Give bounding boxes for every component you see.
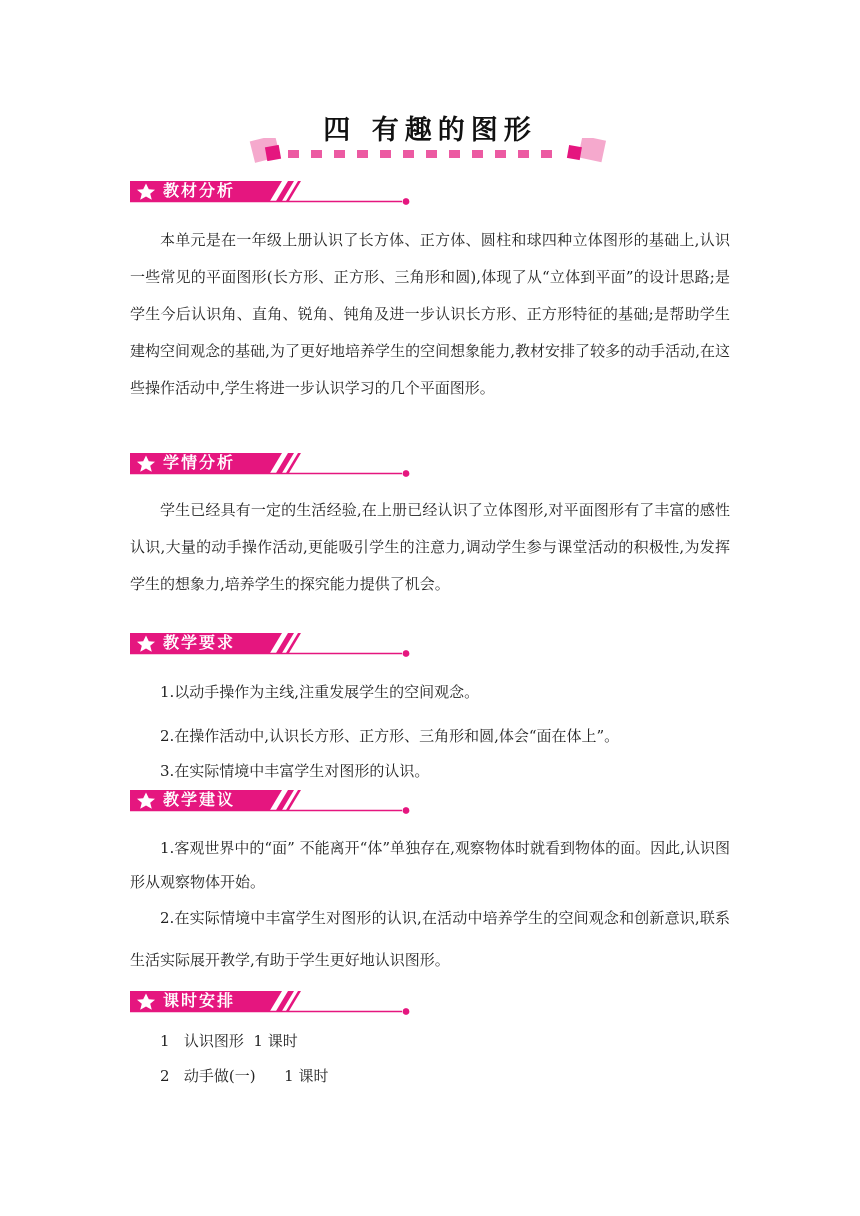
requirement-item: 3.在实际情境中丰富学生对图形的认识。 <box>160 762 430 780</box>
section-heading-suggestions <box>130 790 412 818</box>
section-heading-text: 学情分析 <box>163 453 236 472</box>
suggestion-item-2: 2.在实际情境中丰富学生对图形的认识,在活动中培养学生的空间观念和创新意识,联系生活实际展开教学,有助于学生更好地认识图形。 <box>130 909 730 969</box>
section-heading-text: 课时安排 <box>163 991 236 1010</box>
learner-paragraph: 学生已经具有一定的生活经验,在上册已经认识了立体图形,对平面图形有了丰富的感性认识,大量的动手操作活动,更能吸引学生的注意力,调动学生参与课堂活动的积极性,为发挥学生的想象力,培养学生的探究能力提供了机会。 <box>130 501 730 593</box>
section-heading-text: 教学要求 <box>163 633 236 652</box>
analysis-paragraph: 本单元是在一年级上册认识了长方体、正方体、圆柱和球四种立体图形的基础上,认识一些常见的平面图形(长方形、正方形、三角形和圆),体现了从“立体到平面”的设计思路;是学生今后认识角、直角、锐角、钝角及进一步认识长方形、正方形特征的基础;是帮助学生建构空间观念的基础,为了更好地培养学生的空间想象能力,教材安排了较多的动手活动,在这些操作活动中,学生将进一步认识学习的几个平面图形。 <box>130 231 730 397</box>
title-decoration <box>240 138 620 168</box>
schedule-item: 1 认识图形 1 课时 <box>160 1032 298 1050</box>
requirement-item: 1.以动手操作为主线,注重发展学生的空间观念。 <box>160 683 480 701</box>
page-title: 四 有趣的图形 <box>323 115 537 146</box>
section-heading-text: 教学建议 <box>163 790 236 809</box>
section-heading-text: 教材分析 <box>163 181 236 200</box>
section-heading-schedule <box>130 991 412 1019</box>
section-heading-requirements <box>130 633 412 661</box>
schedule-item: 2 动手做(一) 1 课时 <box>160 1067 329 1085</box>
page-title-block <box>240 104 620 168</box>
requirement-item: 2.在操作活动中,认识长方形、正方形、三角形和圆,体会“面在体上”。 <box>160 727 620 745</box>
suggestion-item-1: 1.客观世界中的“面” 不能离开“体”单独存在,观察物体时就看到物体的面。因此,认识图形从观察物体开始。 <box>130 839 730 891</box>
section-heading-learner <box>130 453 412 481</box>
section-heading-analysis <box>130 181 412 209</box>
